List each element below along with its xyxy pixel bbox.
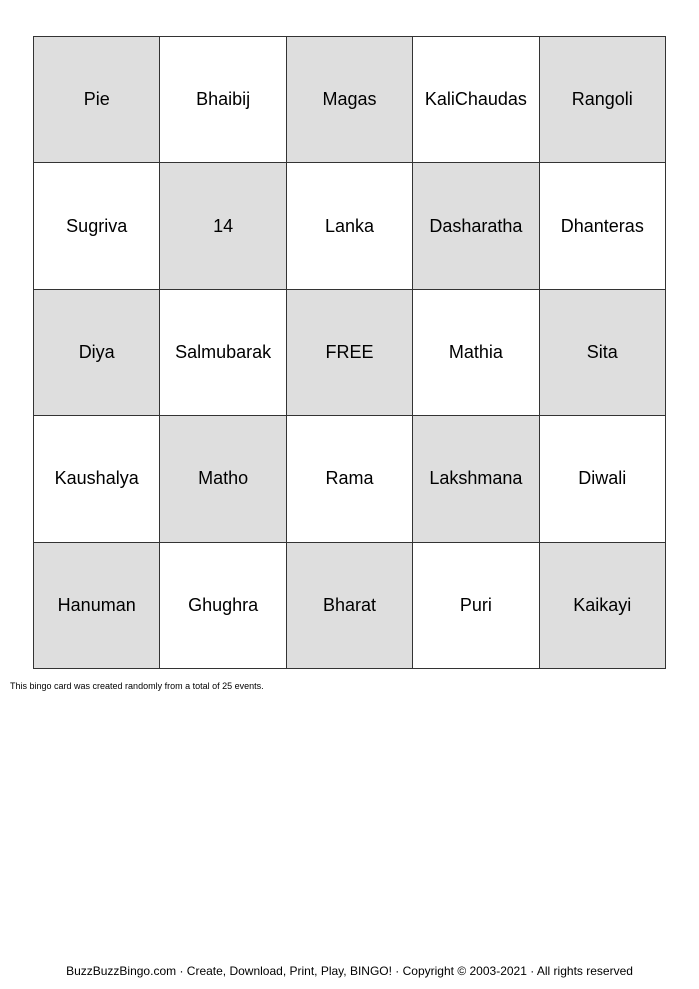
bingo-cell: Kaushalya	[34, 416, 160, 542]
bingo-cell: Sugriva	[34, 163, 160, 289]
bingo-cell: Bhaibij	[160, 37, 286, 163]
bingo-cell: 14	[160, 163, 286, 289]
bingo-cell: Lakshmana	[413, 416, 539, 542]
footer-copyright: BuzzBuzzBingo.com · Create, Download, Print, Play, BINGO! · Copyright © 2003-2021 · All rights reserved	[66, 964, 633, 978]
bingo-cell: Hanuman	[34, 543, 160, 669]
bingo-cell: Dhanteras	[540, 163, 666, 289]
bingo-cell: Ghughra	[160, 543, 286, 669]
bingo-cell: Kaikayi	[540, 543, 666, 669]
bingo-cell: Matho	[160, 416, 286, 542]
bingo-cell: Diya	[34, 290, 160, 416]
bingo-cell: Puri	[413, 543, 539, 669]
bingo-cell: Dasharatha	[413, 163, 539, 289]
bingo-card	[33, 36, 666, 669]
bingo-cell: KaliChaudas	[413, 37, 539, 163]
bingo-cell: Sita	[540, 290, 666, 416]
bingo-cell: Rama	[287, 416, 413, 542]
bingo-cell: Bharat	[287, 543, 413, 669]
bingo-cell: Mathia	[413, 290, 539, 416]
bingo-free-cell: FREE	[287, 290, 413, 416]
bingo-cell: Rangoli	[540, 37, 666, 163]
bingo-cell: Lanka	[287, 163, 413, 289]
bingo-cell: Diwali	[540, 416, 666, 542]
card-note: This bingo card was created randomly from a total of 25 events.	[10, 681, 264, 691]
bingo-cell: Salmubarak	[160, 290, 286, 416]
bingo-cell: Magas	[287, 37, 413, 163]
bingo-cell: Pie	[34, 37, 160, 163]
